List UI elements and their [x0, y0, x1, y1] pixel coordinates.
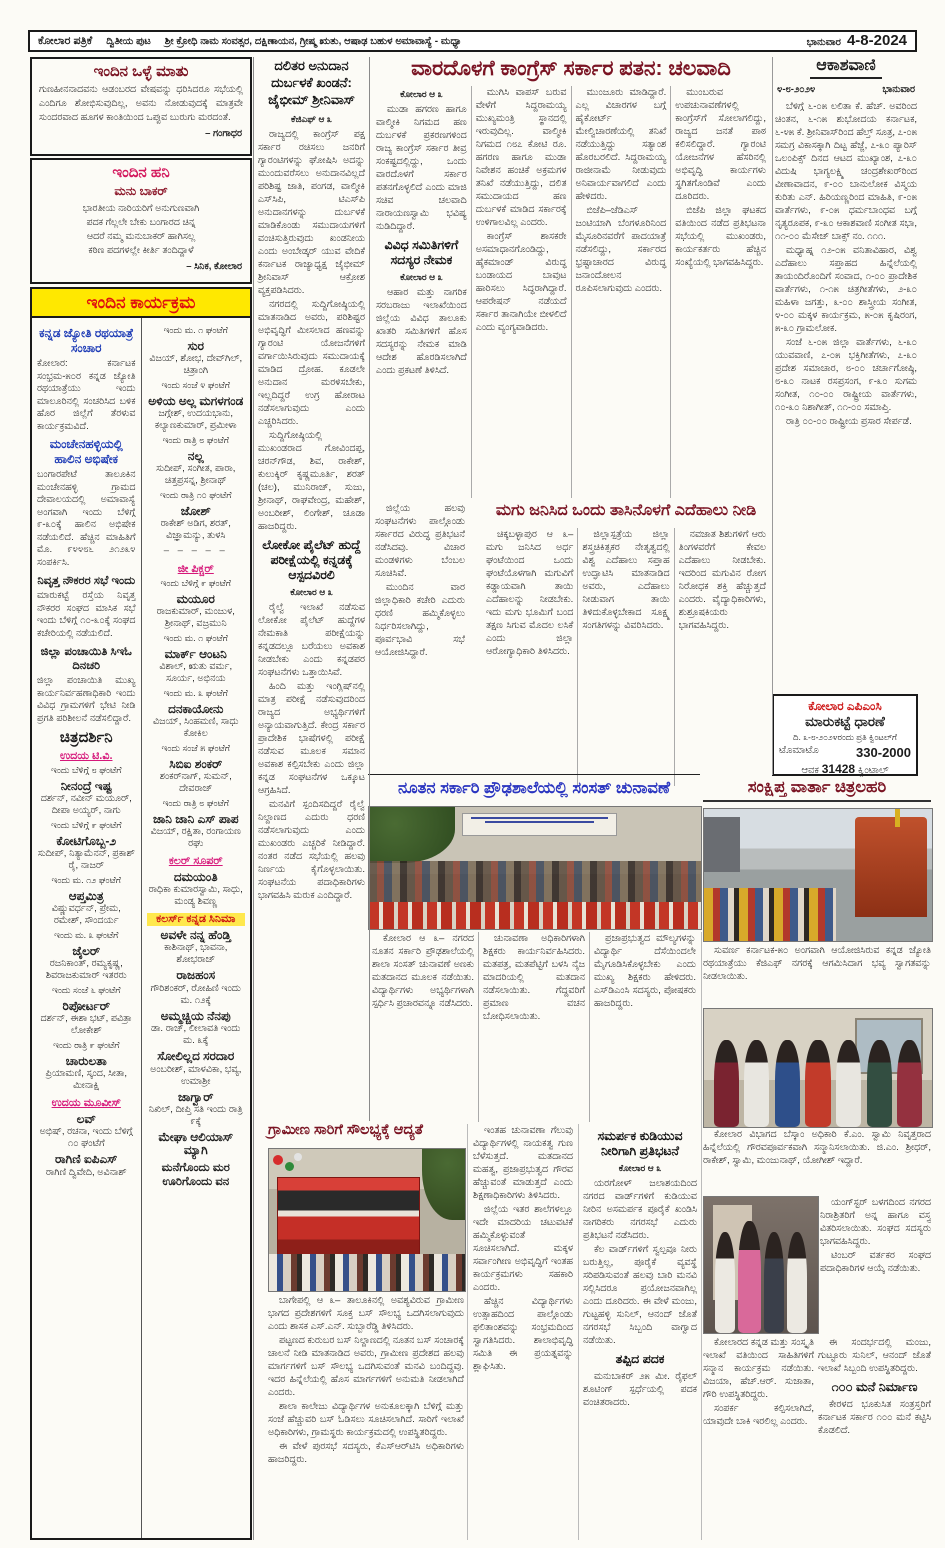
apmc-price-row: [779, 745, 911, 760]
school-col-1: [368, 932, 478, 1122]
photo-people-row: [269, 1254, 465, 1291]
text-item-title: ಮಾರ್ಕ್ ಆಂಟನಿ: [164, 646, 227, 661]
date-label: 4-8-2024: [846, 32, 907, 49]
water-protest-article: [580, 1124, 700, 1540]
akashavani-dateline: [775, 84, 917, 95]
text-item-p: ಸಂಜೆ ೬-೦೫ ಜಿಲ್ಲಾ ವಾರ್ತೆಗಳು, ೬-೩೦ ಯುವವಾಣಿ, ೭-೦೫ ಭಕ್ತಿಗೀತೆಗಳು, ೭-೩೦ ಪ್ರದೇಶ ಸಮಾಚಾರ, ೮-೦೦ ಚರ್ಚಾಗೋಷ್ಠಿ, ೮-೩೦ ನಾಟಕ ರಸಪ್ರಸಂಗ, ೯-೩೦ ಸುಗಮ ಸಂಗೀತ, ೧೦-೦೦ ರಾಷ್ಟ್ರೀಯ ವಾರ್ತೆಗಳು, ೧೦-೩೦ ನಿಶಾಗೀತ್, ೧೧-೦೦ ಸಮಾಪ್ತಿ.: [775, 337, 917, 413]
hani-subtitle: ಮನು ಬಾಕರ್: [114, 184, 168, 198]
hani-line: ಭಾರತೀಯ ನಾರಿಯರಿಗೆ ಅನುಗುಣವಾಗಿ: [82, 203, 200, 214]
photo-figure: [744, 1040, 769, 1127]
photo-building: [704, 817, 740, 872]
text-item-p: ನಗರದಲ್ಲಿ ಸುದ್ದಿಗೋಷ್ಠಿಯಲ್ಲಿ ಮಾತನಾಡಿದ ಅವರು, ಪರಿಶಿಷ್ಟರ ಅಭಿವೃದ್ಧಿಗೆ ಮೀಸಲಾದ ಹಣವನ್ನು ಗ್ಯಾರಂಟಿ ಯೋಜನೆಗಳಿಗೆ ವರ್ಗಾಯಿಸಿರುವುದು ಸಮುದಾಯಕ್ಕೆ ಮಾಡಿದ ದ್ರೋಹ. ಕೂಡಲೇ ಅನುದಾನ ಮರಳಿಸಬೇಕು, ಇಲ್ಲದಿದ್ದರೆ ಉಗ್ರ ಹೋರಾಟ ನಡೆಸಲಾಗುವುದು ಎಂದು ಎಚ್ಚರಿಸಿದರು.: [258, 299, 365, 427]
divider: [701, 932, 702, 1540]
school-headline: ನೂತನ ಸರ್ಕಾರಿ ಪ್ರೌಢಶಾಲೆಯಲ್ಲಿ ಸಂಸತ್ ಚುನಾವಣೆ: [397, 779, 671, 797]
text-item-cast: ಪ್ರಿಯಾಮಣಿ, ಸ್ಕಂದ, ಸೀತಾ, ಮೀನಾಕ್ಷಿ: [45, 1068, 127, 1091]
photo-bus-launch: [268, 1148, 466, 1292]
photo-balloon: [273, 1155, 283, 1165]
photo-figure: [787, 1232, 808, 1333]
apmc-item: ಟೊಮಾಟೊ: [779, 745, 819, 756]
text-item-cast: ಅಂಬರೀಶ್, ಮಾಳವಿಕಾ, ಭವ್ಯ, ಉಮಾಶ್ರೀ: [150, 1063, 242, 1087]
apmc-arrival-row: [779, 762, 911, 776]
text-item-date: ಕೋಲಾರ ಆ ೩: [400, 272, 443, 282]
text-item-div: – – – – –: [163, 545, 228, 556]
text-item-time: ಇಂದು ರಾತ್ರಿ ೮ ಘಂಟೆಗೆ: [162, 435, 229, 445]
text-item-sub: ವಿವಿಧ ಸಮಿತಿಗಳಿಗೆ ಸದಸ್ಯರ ನೇಮಕ: [384, 238, 459, 267]
photo-balloon: [285, 1162, 294, 1171]
programs-box: [30, 287, 252, 1540]
text-item-body: ಮಾರುಕಟ್ಟೆ ರಸ್ತೆಯ ನಿವೃತ್ತ ನೌಕರರ ಸಂಘದ ಮಾಸಿಕ ಸಭೆ ಇಂದು ಬೆಳಿಗ್ಗೆ ೧೦-೩೦ಕ್ಕೆ ಸಂಘದ ಕಚೇರಿಯಲ್ಲಿ ನಡೆಯಲಿದೆ.: [37, 590, 136, 639]
text-item-p: ಸುದ್ದಿಗೋಷ್ಠಿಯಲ್ಲಿ ಮುಖಂಡರಾದ ಗೋವಿಂದಪ್ಪ, ಚರನ್‌ಗೌಡ, ಶಿವ, ರಾಕೇಶ್, ಕುಲುಕ್ಕಿರ್ ಕೃಷ್ಣಮೂರ್ತಿ, ಶರತ್ (ಚಲ), ಮುನಿರಾಜ್, ಸುಜು, ಶ್ರೀನಾಥ್, ರಾಘವೇಂದ್ರ, ಮಹೇಶ್, ಅಂಬರೀಶ್, ಲಿಂಗೇಶ್, ಚೂಡಾ ಹಾಜರಿದ್ದರು.: [258, 430, 365, 532]
text-item-p: ಈ ವೇಳೆ ಪುರಸಭೆ ಸದಸ್ಯರು, ಕೆಎಸ್‌ಆರ್‌ಟಿಸಿ ಅಧಿಕಾರಿಗಳು ಹಾಜರಿದ್ದರು.: [268, 1441, 464, 1465]
photo-crowd: [704, 888, 836, 941]
text-item-p: ಬಿಜೆಪಿ ಜಿಲ್ಲಾ ಘಟಕದ ವತಿಯಿಂದ ನಡೆದ ಪ್ರತಿಭಟನಾ ಸಭೆಯಲ್ಲಿ ಮುಖಂಡರು, ಕಾರ್ಯಕರ್ತರು ಹೆಚ್ಚಿನ ಸಂಖ್ಯೆಯಲ್ಲಿ ಭಾಗವಹಿಸಿದ್ದರು.: [675, 205, 766, 268]
photo-figure: [897, 1040, 922, 1127]
text-item-title: ನೀನಂದ್ರೆ ಇಷ್ಟ: [60, 778, 112, 793]
article-dalit-funds: [256, 57, 367, 1123]
hani-box: [30, 158, 252, 284]
photo-red-bags-row: [369, 902, 701, 929]
photo-figure: [715, 1232, 736, 1333]
paper-name: ಕೋಲಾರ ಪತ್ರಿಕೆ: [38, 34, 93, 47]
text-item-time: ಇಂದು ಸಂಜೆ ೪ ಘಂಟೆಗೆ: [161, 380, 230, 390]
good-word-title: ಇಂದಿನ ಒಳ್ಳೆ ಮಾತು: [93, 63, 189, 80]
breastfeed-col-3: [674, 528, 770, 786]
divider: [467, 1124, 468, 1540]
text-item-p: ರಾಜ್ಯದಲ್ಲಿ ಕಾಂಗ್ರೆಸ್ ಪಕ್ಷ ಸರ್ಕಾರ ರಚಿಸಲು ಜನರಿಗೆ ಗ್ಯಾರಂಟಿಗಳನ್ನು ಘೋಷಿಸಿ ಅದನ್ನು ಮುಂದುವರೆಸಲು ಅನುದಾನವಿಲ್ಲದೆ ಪರಿಶಿಷ್ಟ ಜಾತಿ, ಪಂಗಡ, ವಾಲ್ಮೀಕಿ ಎಸ್‌ಸಿಪಿ, ಟಿಎಸ್‌ಪಿ ಅನುದಾನಗಳನ್ನು ದುರ್ಬಳಕೆ ಮಾಡಿಕೊಂಡು ಸಮುದಾಯಗಳಿಗೆ ವಂಚಿಸುತ್ತಿರುವುದು ಖಂಡನೀಯ ಎಂದು ಅಂಬೇಡ್ಕರ್ ಯುವ ವೇದಿಕೆ ಕರ್ನಾಟಕ ರಾಜ್ಯಾಧ್ಯಕ್ಷ ಜೈಭೀಮ್ ಶ್ರೀನಿವಾಸ್ ಆಕ್ರೋಶ ವ್ಯಕ್ತಪಡಿಸಿದರು.: [258, 129, 365, 296]
text-item-sub: ೧೦೦ ಮನೆ ನಿರ್ಮಾಣ: [831, 1380, 918, 1394]
text-item-cast: ಸುದೀಪ್, ನಿತ್ಯಾಮೆನನ್, ಪ್ರಕಾಶ್ ರೈ, ನಾಜರ್: [37, 848, 135, 871]
photo-chariot: [855, 817, 928, 917]
text-item-p: ಬೆಳಿಗ್ಗೆ ೬-೦೫ ಲಲಿತಾ ಕೆ. ಹೆಚ್. ಅವರಿಂದ ಚಿಂತನ, ೬-೧೫ ಶುಭೋದಯ ಕರ್ನಾಟಕ, ೬-೪೫ ಕೆ. ಶ್ರೀನಿವಾಸ್‌ರಿಂದ ಹೆಲ್ತ್ ಸೂತ್ರ, ೭-೦೫ ಸಮಗ್ರ ವಿಕಾಸಕ್ಕಾಗಿ ದಿಟ್ಟ ಹೆಜ್ಜೆ, ೭-೩೦ ಪ್ಯಾರಿಸ್ ಒಲಂಪಿಕ್ಸ್ ದಿನದ ಆಟದ ಮುಖ್ಯಾಂಶ, ೭-೩೦ ವಿದುಷಿ ಭಾಗ್ಯಲಕ್ಷ್ಮಿ ಚಂದ್ರಶೇಖರ್‌ರಿಂದ ವೀಣಾವಾದನ, ೯-೦೦ ಬಾನುಲೋಕ ವಿಸ್ಮಯ ಕುರಿತು ಎನ್. ಹಿರಿಯಣ್ಣರಿಂದ ಮಾಹಿತಿ, ೯-೦೫ ವಾರ್ತೆಗಳು, ೯-೦೫ ಧರ್ಮಬಾಂಧವ ಬಗ್ಗೆ ನೃತ್ಯರೂಪಕ, ೯-೩೦ ಆಕಾಶವಾಣಿ ಸಂಗೀತ ಸಭಾ, ೧೧-೦೦ ಮೆಸೇಜ್ ಬಾಕ್ಸ್ ನಂ. ೧೧೧.: [775, 101, 917, 242]
text-item-title: ರಾಜಹಂಸ: [176, 968, 216, 982]
text-item-cast: ವಿಜಯ್, ಶೋಭ, ದೇವ್‌ಗಿಲ್, ಚಿತ್ರಾಂಗಿ: [149, 353, 243, 376]
caption-text: ಸುವರ್ಣ ಕರ್ನಾಟಕ-೫೦ ಅಂಗವಾಗಿ ಆಯೋಜಿಸಿರುವ ಕನ್ನಡ ಜ್ಯೋತಿ ರಥಯಾತ್ರೆಯು ಕೆಜಿಎಫ್ ನಗರಕ್ಕೆ ಆಗಮಿಸಿದಾಗ ಭವ್ಯ ಸ್ವಾಗತವನ್ನು ನೀಡಲಾಯಿತು.: [703, 945, 931, 982]
text-item-cast: ರಾಗಿಣಿ ದ್ವಿವೇದಿ, ಅವಿನಾಶ್: [45, 1166, 127, 1178]
text-item-p: ಆಹಾರ ಮತ್ತು ನಾಗರಿಕ ಸರಬರಾಜು ಇಲಾಖೆಯಿಂದ ಜಿಲ್ಲೆಯ ವಿವಿಧ ತಾಲೂಕು ಖಾತರಿ ಸಮಿತಿಗಳಿಗೆ ಹೊಸ ಸದಸ್ಯರನ್ನು ನೇಮಕ ಮಾಡಿ ಆದೇಶ ಹೊರಡಿಸಲಾಗಿದೆ ಎಂದು ಪ್ರಕಟಣೆ ತಿಳಿಸಿದೆ.: [376, 287, 467, 376]
photo-balloon: [294, 1153, 302, 1161]
text-item-date: ಕೋಲಾರ ಆ ೩: [400, 89, 443, 99]
text-item-title: ಅಳಿಯ ಅಲ್ಲ ಮಗಳಗಂಡ: [148, 393, 244, 408]
bus-article-body: [268, 1294, 464, 1540]
text-item-cast: ರಾಕೇಶ್ ಅಡಿಗ, ಶರತ್, ವಿಜ್ಞಾಮನ್ಯು, ತುಳಸಿ: [160, 518, 231, 541]
photo-figure: [805, 1040, 830, 1127]
photo-banner-text-line: [485, 821, 594, 823]
text-item-h2b: ಮಂಚೇನಹಳ್ಳಿಯಲ್ಲಿ ಹಾಲಿನ ಅಭಿಷೇಕ: [49, 437, 123, 466]
text-item-cast: ವಿಜಯ್, ಸಿಂಹಮಣಿ, ಸಾಧು ಕೋಕಿಲ: [153, 716, 239, 739]
school-article-continuation: [470, 1124, 576, 1540]
text-item-cast: ಕಾಶಿನಾಥ್, ಭಾವನಾ, ಶೋಭರಾಜ್: [164, 942, 228, 965]
text-item-cast: ನಿಖಿಲ್, ದೀಪ್ತಿ ಸತಿ ಇಂದು ರಾತ್ರಿ ೯ಕ್ಕೆ: [148, 1104, 243, 1127]
text-item-p: ಮುಂಜೂರು ಮಾಡಿದ್ದಾರೆ. ಎಲ್ಲ ವಿಚಾರಗಳ ಬಗ್ಗೆ ಹೈಕೋರ್ಟ್ ಮೇಲ್ವಿಚಾರಣೆಯಲ್ಲಿ ತನಿಖೆ ನಡೆಯುತ್ತಿದ್ದು ಸತ್ಯಾಂಶ ಹೊರಬರಲಿದೆ. ಸಿದ್ದರಾಮಯ್ಯ ರಾಜೀನಾಮೆ ನೀಡುವುದು ಅನಿವಾರ್ಯವಾಗಲಿದೆ ಎಂದು ಹೇಳಿದರು.: [575, 87, 667, 202]
text-item-time: ಇಂದು ರಾತ್ರಿ ೧೦ ಘಂಟೆಗೆ: [160, 490, 232, 500]
text-item-cast: ಸುದೀಪ್, ಸಂಗೀತ, ಪಾರಾ, ಚಿತ್ತಪ್ರಸನ್ನ, ಶ್ರೀನಾಥ್: [156, 463, 236, 486]
photo-felicitation-group: [703, 1008, 933, 1128]
text-item-p: ಹಿಂದಿ ಮತ್ತು ಇಂಗ್ಲಿಷ್‌ನಲ್ಲಿ ಮಾತ್ರ ಪರೀಕ್ಷೆ ನಡೆಸುವುದರಿಂದ ರಾಜ್ಯದ ಅಭ್ಯರ್ಥಿಗಳಿಗೆ ಅನ್ಯಾಯವಾಗುತ್ತಿದೆ. ಕೇಂದ್ರ ಸರ್ಕಾರ ಪ್ರಾದೇಶಿಕ ಭಾಷೆಗಳಲ್ಲಿ ಪರೀಕ್ಷೆ ನಡೆಸುವ ಮೂಲಕ ಸಮಾನ ಅವಕಾಶ ಕಲ್ಪಿಸಬೇಕು ಎಂದು ಜಿಲ್ಲಾ ಕನ್ನಡ ಸಂಘಟನೆಗಳ ಒಕ್ಕೂಟ ಆಗ್ರಹಿಸಿದೆ.: [258, 681, 365, 796]
photo-bus: [277, 1177, 420, 1256]
hani-line: ಪದಕ ಗೆಲ್ಲಲೇ ಬೇಕು ಬಂಗಾರದ ಚಿನ್ನ: [86, 217, 196, 228]
text-item-cast: ಅಭಿಷ್, ರಚನಾ, ಇಂದು ಬೆಳಿಗ್ಗೆ ೧೦ ಘಂಟೆಗೆ: [39, 1126, 133, 1149]
text-item-p: ಈ ಸಂದರ್ಭದಲ್ಲಿ ಮಂಜು, ಗುಟ್ಟೂರು ಸುನಿಲ್, ಆನಂದ್ ಜೊತೆ ಇಲಾಖೆ ಸಿಬ್ಬಂದಿ ಉಪಸ್ಥಿತರಿದ್ದರು.: [818, 1337, 931, 1374]
breastfeed-col-2: [577, 528, 673, 786]
text-item-body: ಕೋಲಾರ: ಕರ್ನಾಟಕ ಸಂಭ್ರಮ-೫೦ರ ಕನ್ನಡ ಜ್ಯೋತಿ ರಥಯಾತ್ರೆಯು ಇಂದು ಮಾಲೂರಿನಲ್ಲಿ ಸಂಚರಿಸಿದ ಬಳಿಕ ಹೊರ ಜಿಲ್ಲೆಗೆ ತೆರಳುವ ಕಾರ್ಯಕ್ರಮವಿದೆ.: [37, 358, 136, 432]
good-word-author: – ಗಂಗಾಧರ: [205, 128, 242, 139]
hani-title: ಇಂದಿನ ಹನಿ: [112, 164, 170, 181]
apmc-arrival-label: ಆವಕ: [801, 765, 819, 776]
text-item-sub: ಸಮರ್ಪಕ ಕುಡಿಯುವ ನೀರಿಗಾಗಿ ಪ್ರತಿಭಟನೆ: [597, 1129, 683, 1158]
hani-line: ಕಠಿಣ ಪದಗಳಲ್ಲೇ ಕೀರ್ತಿ ತಂದಿದ್ದಾಳೆ: [88, 245, 194, 256]
text-item-hl: ದಲಿತರ ಅನುದಾನ ದುರ್ಬಳಕೆ ಖಂಡನೆ: ಜೈಭೀಮ್ ಶ್ರೀನಿವಾಸ್: [268, 58, 355, 107]
text-item-p: ಬಾಗೇಪಲ್ಲಿ ಆ ೩– ತಾಲೂಕಿನಲ್ಲಿ ಅವಶ್ಯವಿರುವ ಗ್ರಾಮೀಣ ಭಾಗದ ಪ್ರದೇಶಗಳಿಗೆ ಸೂಕ್ತ ಬಸ್ ಸೌಲಭ್ಯ ಒದಗಿಸಲಾಗುವುದು ಎಂದು ಶಾಸಕ ಎಸ್.ಎನ್. ಸುಬ್ಬಾರೆಡ್ಡಿ ತಿಳಿಸಿದರು.: [268, 1295, 464, 1332]
text-item-p: ರಾತ್ರಿ ೦೦-೦೦ ರಾಷ್ಟ್ರೀಯ ಪ್ರಸಾರ ಸೇರ್ಪಡೆ.: [786, 416, 912, 427]
bus-headline: ಗ್ರಾಮೀಣ ಸಾರಿಗೆ ಸೌಲಭ್ಯಕ್ಕೆ ಆದ್ಯತೆ: [268, 1122, 423, 1138]
text-item-title: ರಾಗಿಣಿ ಐಪಿಎಸ್: [55, 1152, 118, 1166]
breastfeed-columns: [482, 528, 770, 786]
masthead-left: [38, 35, 462, 48]
text-item-cast: ದರ್ಶನ್, ಈಶಾ ಭಟ್, ಪವಿತ್ರಾ ಲೋಕೇಶ್: [40, 1013, 132, 1036]
programs-right-column: [141, 318, 251, 1538]
akashavani-date: ೪-೮-೨೦೨೪: [777, 84, 816, 95]
text-item-title: ಮಯೂರ: [176, 591, 215, 606]
akashavani-title: [775, 57, 917, 79]
caption-text: ಕೋಲಾರ ವಿಭಾಗದ ಬೆಸ್ಕಾಂ ಅಧಿಕಾರಿ ಕೆ.ಎಂ. ಸ್ವಾಮಿ ನಿವೃತ್ತರಾದ ಹಿನ್ನೆಲೆಯಲ್ಲಿ ಗೌರವಪೂರ್ವಕವಾಗಿ ಸನ್ಮಾನಿಸಲಾಯಿತು. ಜಿ.ಎಂ. ಶ್ರೀಧರ್, ರಾಕೇಶ್, ಸ್ವಾಮಿ, ಮಂಜುನಾಥ್, ಯೋಗೀಶ್ ಇದ್ದಾರೆ.: [703, 1129, 931, 1166]
rathayatre-caption: [703, 944, 931, 1006]
text-item-h2: ಜಿಲ್ಲಾ ಪಂಚಾಯಿತಿ ಸಿಇಓ ದಿನಚರಿ: [40, 646, 132, 672]
text-item-title: ಕೋಟಿಗೊಬ್ಬ-೨: [56, 833, 117, 848]
text-item-sub: ತಪ್ಪಿದ ಪದಕ: [615, 1352, 665, 1366]
text-item-cast: ದರ್ಶನ್, ನವೀನ್ ಮಯೂರ್, ದೀಪಾ ಅಯ್ಯರ್, ನಾಗು: [40, 793, 132, 816]
text-item-h2b: ಕನ್ನಡ ಜ್ಯೋತಿ ರಥಯಾತ್ರೆ ಸಂಚಾರ: [39, 326, 134, 355]
main-headline: ವಾರದೊಳಗೆ ಕಾಂಗ್ರೆಸ್ ಸರ್ಕಾರ ಪತನ: ಚಲವಾದಿ: [411, 57, 731, 80]
text-item-time: ಇಂದು ಮ. ೧೨ ಘಂಟೆಗೆ: [51, 875, 121, 885]
text-item-sub: ಲೋಕೋ ಪೈಲೆಟ್ ಹುದ್ದೆ ಪರೀಕ್ಷೆಯಲ್ಲಿ ಕನ್ನಡಕ್ಕೆ ಆಸ್ಪದವಿರಲಿ: [262, 538, 361, 582]
photo-rathayatre-street: [703, 808, 933, 942]
main-col-3: [571, 86, 671, 498]
text-item-ch: ಕಲರ್ ಸೂಪರ್: [168, 855, 223, 867]
text-item-title: ಸುರ: [187, 338, 205, 353]
page-label: ದ್ವಿತೀಯ ಪುಟ: [106, 35, 151, 47]
photo-figure: [714, 1040, 739, 1127]
programs-left-column: [32, 318, 141, 1538]
text-item-p: ಕೋಲಾರ ಆ ೩– ನಗರದ ನೂತನ ಸರ್ಕಾರಿ ಪ್ರೌಢಶಾಲೆಯಲ್ಲಿ ಶಾಲಾ ಸಂಸತ್ ಚುನಾವಣೆ ಅಣಕು ಮತದಾನದ ಮೂಲಕ ನಡೆಯಿತು. ವಿದ್ಯಾರ್ಥಿಗಳು ಅಭ್ಯರ್ಥಿಗಳಾಗಿ ಸ್ಪರ್ಧಿಸಿ ಪ್ರಚಾರವನ್ನೂ ನಡೆಸಿದರು.: [372, 933, 474, 1009]
divider: [253, 57, 254, 1540]
text-item-title: ಆಪ್ತಮಿತ್ರ: [68, 888, 104, 903]
school-columns: [368, 932, 700, 1122]
text-item-time: ಇಂದು ಬೆಳಿಗ್ಗೆ ೯ ಘಂಟೆಗೆ: [51, 820, 122, 830]
photo-figures: [704, 1009, 932, 1127]
sankshipta-bottom-left: [703, 1336, 814, 1540]
text-item-h2: ಮನೆಗೊಂದು ಮರ ಊರಿಗೊಂದು ವನ: [161, 1162, 230, 1188]
text-item-time: ಇಂದು ರಾತ್ರಿ ೯ ಘಂಟೆಗೆ: [53, 1040, 120, 1050]
main-col-4: [670, 86, 770, 498]
divider: [368, 774, 700, 775]
text-item-title: ಜಾಗ್ವಾರ್: [178, 1089, 214, 1104]
divider: [772, 57, 773, 775]
photo-indoor-event: [703, 1196, 819, 1334]
text-item-cast: ವಿಜಯ್, ರಕ್ಷಿತಾ, ರಂಗಾಯಣ ರಘು: [150, 826, 241, 849]
text-item-p: ಬಿಜೆಪಿ–ಜೆಡಿಎಸ್ ಜಂಟಿಯಾಗಿ ಬೆಂಗಳೂರಿನಿಂದ ಮೈಸೂರಿನವರೆಗೆ ಪಾದಯಾತ್ರೆ ನಡೆಸಲಿದ್ದು, ಸರ್ಕಾರದ ಭ್ರಷ್ಟಾಚಾರದ ವಿರುದ್ಧ ಜನಾಂದೋಲನ ರೂಪಿಸಲಾಗುವುದು ಎಂದರು.: [575, 205, 667, 294]
divider: [578, 1124, 579, 1540]
photo-flag: [895, 809, 900, 827]
sankshipta-headline: ಸಂಕ್ಷಿಪ್ತ ವಾರ್ತಾ ಚಿತ್ರಲಹರಿ: [703, 778, 931, 802]
hani-line: ಆದರೆ ನಮ್ಮ ಮನುಬಾಕರ್ ಹಾಗಿಸಲ್ಲ: [86, 231, 196, 242]
text-item-title: ಜೋಶ್: [180, 503, 211, 518]
photo-banner-text-line: [471, 817, 608, 819]
text-item-title: ಚಾರುಲತಾ: [65, 1053, 107, 1068]
programs-title: ಇಂದಿನ ಕಾರ್ಯಕ್ರಮ: [32, 289, 250, 318]
photo-figure: [738, 1221, 761, 1333]
good-word-box: [30, 57, 252, 156]
text-item-p: ನವಜಾತ ಶಿಶುಗಳಿಗೆ ಆರು ತಿಂಗಳವರೆಗೆ ಕೇವಲ ಎದೆಹಾಲು ನೀಡಬೇಕು. ಇದರಿಂದ ಮಗುವಿನ ರೋಗ ನಿರೋಧಕ ಶಕ್ತಿ ಹೆಚ್ಚುತ್ತದೆ ಎಂದರು. ವೈದ್ಯಾಧಿಕಾರಿಗಳು, ಶುಶ್ರೂಷಕಿಯರು ಭಾಗವಹಿಸಿದ್ದರು.: [678, 529, 766, 631]
text-item-title: ಮೇಘಾ ಆಲಿಯಾಸ್ ಮ್ಯಾಗಿ: [158, 1130, 234, 1157]
school-col-2: [478, 932, 589, 1122]
hani-author: – ಸಿನಿಕ, ಕೋಲಾರ: [186, 261, 242, 272]
text-item-p: ಕೆಲ ವಾರ್ಡ್‌ಗಳಿಗೆ ಸ್ವಲ್ಪವೂ ನೀರು ಬರುತ್ತಿಲ್ಲ, ಪೂರೈಕೆ ವ್ಯವಸ್ಥೆ ಸರಿಪಡಿಸುವಂತೆ ಹಲವು ಬಾರಿ ಮನವಿ ಸಲ್ಲಿಸಿದರೂ ಪ್ರಯೋಜನವಾಗಿಲ್ಲ ಎಂದು ದೂರಿದರು. ಈ ವೇಳೆ ಮಂಜು, ಗುಟ್ಟಹಳ್ಳಿ ಸುನಿಲ್, ಆನಂದ್ ಜೊತೆ ನಗರಸಭೆ ಸಿಬ್ಬಂದಿ ವಾಗ್ವಾದ ನಡೆಯಿತು.: [583, 1244, 697, 1346]
text-item-cast: ವಿಷ್ಣುವರ್ಧನ್, ಪ್ರೇಮ, ರಮೇಶ್, ಸೌಂದರ್ಯ: [51, 903, 121, 926]
text-item-ch: ಜೀ ಪಿಕ್ಚರ್: [177, 562, 214, 575]
masthead: [28, 30, 917, 52]
text-item-title: ನಲ್ಲ: [187, 448, 204, 463]
text-item-p: ಮುಂದಿನ ವಾರ ಜಿಲ್ಲಾಧಿಕಾರಿ ಕಚೇರಿ ಎದುರು ಧರಣಿ ಹಮ್ಮಿಕೊಳ್ಳಲು ನಿರ್ಧರಿಸಲಾಗಿದ್ದು, ಪೂರ್ವಭಾವಿ ಸಭೆ ಆಯೋಜಿಸಿದ್ದಾರೆ.: [375, 582, 465, 658]
apmc-rate-box: [772, 694, 918, 776]
programs-columns: [32, 318, 250, 1538]
apmc-subtitle: ಮಾರುಕಟ್ಟೆ ಧಾರಣೆ: [805, 714, 885, 729]
breastfeed-headline: ಮಗು ಜನಿಸಿದ ಒಂದು ತಾಸಿನೊಳಗೆ ಎದೆಹಾಲು ನೀಡಿ: [495, 502, 757, 519]
akashavani-day: ಭಾನುವಾರ: [882, 84, 915, 95]
text-item-p: ಚುನಾವಣಾ ಅಧಿಕಾರಿಗಳಾಗಿ ಶಿಕ್ಷಕರು ಕಾರ್ಯನಿರ್ವಹಿಸಿದರು. ಮತಪತ್ರ, ಮತಪೆಟ್ಟಿಗೆ ಬಳಸಿ ನೈಜ ಮಾದರಿಯಲ್ಲಿ ಮತದಾನ ನಡೆಸಲಾಯಿತು. ಗೆದ್ದವರಿಗೆ ಪ್ರಮಾಣ ವಚನ ಬೋಧಿಸಲಾಯಿತು.: [483, 933, 585, 1022]
photo-banner: [462, 813, 617, 836]
text-item-title: ದನಕಾಯೋನು: [168, 701, 224, 716]
text-item-time: ಇಂದು ಬೆಳಿಗ್ಗೆ ೮ ಘಂಟೆಗೆ: [51, 765, 122, 775]
text-item-p: ಮುಂಬರುವ ಉಪಚುನಾವಣೆಗಳಲ್ಲಿ ಕಾಂಗ್ರೆಸ್‌ಗೆ ಸೋಲಾಗಲಿದ್ದು, ರಾಜ್ಯದ ಜನತೆ ಪಾಠ ಕಲಿಸಲಿದ್ದಾರೆ. ಗ್ಯಾರಂಟಿ ಯೋಜನೆಗಳ ಹೆಸರಿನಲ್ಲಿ ಅಭಿವೃದ್ಧಿ ಕಾರ್ಯಗಳು ಸ್ಥಗಿತಗೊಂಡಿವೆ ಎಂದು ದೂರಿದರು.: [675, 87, 766, 202]
text-item-date: ಕೋಲಾರ ಆ ೩: [290, 587, 333, 597]
text-item-time: ಇಂದು ಸಂಜೆ ೬ ಘಂಟೆಗೆ: [52, 985, 121, 995]
text-item-date: ಕೆಜಿಎಫ್ ಆ ೩: [291, 114, 332, 124]
text-item-p: ಕಾಂಗ್ರೆಸ್ ಶಾಸಕರೇ ಅಸಮಾಧಾನಗೊಂಡಿದ್ದು, ಹೈಕಮಾಂಡ್ ವಿರುದ್ಧ ಬಂಡಾಯದ ಬಾವುಟ ಹಾರಿಸಲು ಸಿದ್ಧರಾಗಿದ್ದಾರೆ. ಆಪರೇಷನ್ ನಡೆಯದೆ ಸರ್ಕಾರ ತಾನಾಗಿಯೇ ಬೀಳಲಿದೆ ಎಂದು ವ್ಯಂಗ್ಯವಾಡಿದರು.: [475, 231, 567, 333]
text-item-cast: ಡಾ. ರಾಜ್, ಲೀಲಾವತಿ ಇಂದು ಮ. ೩ಕ್ಕೆ: [151, 1023, 241, 1046]
good-word-body: ಗುಣಹೀನನಾದವನು ಆಡಂಬರದ ವೇಷವನ್ನು ಧರಿಸಿದರೂ ಸಭೆಯಲ್ಲಿ ಎಂದಿಗೂ ಶೋಭಿಸುವುದಿಲ್ಲ, ಅವನು ನೋಡುವುದಕ್ಕೆ ಮಾತ್ರವೇ ಸುಂದರವಾದ ಹೂಗಳ ಕಾಂತಿಯಿಂದ ಒಪ್ಪುವ ಬುರುಗು ಮರದಂತೆ.: [39, 84, 243, 123]
text-item-p: ಮುಡಾ ಹಗರಣ ಹಾಗೂ ವಾಲ್ಮೀಕಿ ನಿಗಮದ ಹಣ ದುರ್ಬಳಕೆ ಪ್ರಕರಣಗಳಿಂದ ರಾಜ್ಯ ಕಾಂಗ್ರೆಸ್ ಸರ್ಕಾರ ತೀವ್ರ ಸಂಕಷ್ಟದಲ್ಲಿದ್ದು, ಒಂದು ವಾರದೊಳಗೆ ಸರ್ಕಾರ ಪತನಗೊಳ್ಳಲಿದೆ ಎಂದು ಮಾಜಿ ಸಚಿವ ಚಲವಾದಿ ನಾರಾಯಣಸ್ವಾಮಿ ಭವಿಷ್ಯ ನುಡಿದಿದ್ದಾರೆ.: [376, 104, 467, 232]
text-item-p: ಟಿಂಬರ್ ವರ್ತಕರ ಸಂಘದ ಪದಾಧಿಕಾರಿಗಳ ಆಯ್ಕೆ ನಡೆಯಿತು.: [820, 1250, 931, 1274]
text-item-p: ಶಾಲಾ ಕಾಲೇಜು ವಿದ್ಯಾರ್ಥಿಗಳ ಅನುಕೂಲಕ್ಕಾಗಿ ಬೆಳಿಗ್ಗೆ ಮತ್ತು ಸಂಜೆ ಹೆಚ್ಚುವರಿ ಬಸ್ ಓಡಿಸಲು ಸೂಚಿಸಲಾಗಿದೆ. ಸಾರಿಗೆ ಇಲಾಖೆ ಅಧಿಕಾರಿಗಳು, ಗ್ರಾಮಸ್ಥರು ಕಾರ್ಯಕ್ರಮದಲ್ಲಿ ಉಪಸ್ಥಿತರಿದ್ದರು.: [268, 1401, 464, 1438]
text-item-p: ಪ್ರಜಾಪ್ರಭುತ್ವದ ಮೌಲ್ಯಗಳನ್ನು ವಿದ್ಯಾರ್ಥಿ ದೆಸೆಯಿಂದಲೇ ಮೈಗೂಡಿಸಿಕೊಳ್ಳಬೇಕು ಎಂದು ಮುಖ್ಯ ಶಿಕ್ಷಕರು ಹೇಳಿದರು. ಎಸ್‌ಡಿಎಂಸಿ ಸದಸ್ಯರು, ಪೋಷಕರು ಹಾಜರಿದ್ದರು.: [594, 933, 696, 1009]
text-item-big: ಚಿತ್ರದರ್ಶಿನಿ: [59, 729, 113, 746]
text-item-body: ಬಂಗಾರಪೇಟೆ ತಾಲೂಕಿನ ಮಂಚೇನಹಳ್ಳಿ ಗ್ರಾಮದ ದೇವಾಲಯದಲ್ಲಿ ಅಮಾವಾಸ್ಯೆ ಅಂಗವಾಗಿ ಇಂದು ಬೆಳಿಗ್ಗೆ ೯-೩೦ಕ್ಕೆ ಹಾಲಿನ ಅಭಿಷೇಕ ನಡೆಯಲಿದೆ. ಹೆಚ್ಚಿನ ಮಾಹಿತಿಗೆ ಮೊ. ೯೪೪೮೬ ೨೧೨೩೪ ಸಂಪರ್ಕಿಸಿ.: [37, 469, 136, 568]
text-item-title: ಅಮ್ಮಚ್ಚಿಯ ನೆನಪು: [160, 1008, 231, 1023]
text-item-time: ಇಂದು ಮ. ೧ ಘಂಟೆಗೆ: [163, 633, 228, 643]
text-item-p: ಸಂಪರ್ಕ ಕಲ್ಪಿಸಲಾಗಿದೆ, ಯಾವುದೇ ಬಾಕಿ ಇರಲಿಲ್ಲ ಎಂದರು.: [703, 1403, 814, 1427]
apmc-price: 330-2000: [856, 745, 911, 760]
text-item-p: ಯರಗೋಳ್ ಜಲಾಶಯದಿಂದ ನಗರದ ವಾರ್ಡ್‌ಗಳಿಗೆ ಕುಡಿಯುವ ನೀರಿನ ಅಸಮರ್ಪಕ ಪೂರೈಕೆ ಖಂಡಿಸಿ ನಾಗರಿಕರು ನಗರಸಭೆ ಎದುರು ಪ್ರತಿಭಟನೆ ನಡೆಸಿದರು.: [583, 1178, 697, 1241]
text-item-p: ಇಂತಹ ಚುನಾವಣಾ ಗೆಲುವು ವಿದ್ಯಾರ್ಥಿಗಳಲ್ಲಿ ನಾಯಕತ್ವ ಗುಣ ಬೆಳೆಸುತ್ತದೆ. ಮತದಾನದ ಮಹತ್ವ, ಪ್ರಜಾಪ್ರಭುತ್ವದ ಗೌರವ ಹೆಚ್ಚುವಂತೆ ಮಾಡುತ್ತದೆ ಎಂದು ಶಿಕ್ಷಣಾಧಿಕಾರಿಗಳು ತಿಳಿಸಿದರು.: [473, 1125, 573, 1201]
text-item-time: ಇಂದು ಮ. ೩ ಘಂಟೆಗೆ: [54, 930, 119, 940]
akashavani-schedule: [775, 100, 917, 690]
text-item-time: ಇಂದು ಸಂಜೆ ೫ ಘಂಟೆಗೆ: [161, 743, 230, 753]
text-item-p: ಮನುಬಾಕರ್ ೨೫ ಮೀ. ರೈಫಲ್ ಶೂಟಿಂಗ್ ಸ್ಪರ್ಧೆಯಲ್ಲಿ ಪದಕ ವಂಚಿತರಾದರು.: [583, 1371, 697, 1408]
school-col-3: [589, 932, 700, 1122]
text-item-cast: ರಾಜಕುಮಾರ್, ಮಂಜುಳ, ಶ್ರೀನಾಥ್, ವಜ್ರಮುನಿ: [156, 606, 235, 629]
text-item-time: ಇಂದು ಬೆಳಿಗ್ಗೆ ೯ ಘಂಟೆಗೆ: [160, 578, 231, 588]
text-item-cast: ಶಂಕರ್‌ನಾಗ್, ಸುಮನ್, ದೇವರಾಜ್: [159, 771, 232, 794]
text-item-title: ಜಾನಿ ಜಾನಿ ಎಸ್ ಪಾಪ: [152, 811, 239, 826]
text-item-chy: ಕಲರ್ಸ್ ಕನ್ನಡ ಸಿನಿಮಾ: [147, 913, 246, 926]
text-item-p: ಹೆಚ್ಚಿನ ವಿದ್ಯಾರ್ಥಿಗಳು ಉತ್ಸಾಹದಿಂದ ಪಾಲ್ಗೊಂಡು ಫಲಿತಾಂಶವನ್ನು ಸಂಭ್ರಮದಿಂದ ಸ್ವಾಗತಿಸಿದರು. ಶಾಲಾಭಿವೃದ್ಧಿ ಸಮಿತಿ ಈ ಪ್ರಯತ್ನವನ್ನು ಶ್ಲಾಘಿಸಿತು.: [473, 1296, 573, 1372]
divider: [369, 57, 370, 1121]
main-col-2: [471, 86, 571, 498]
text-item-title: ರಿಪೋರ್ಟರ್: [62, 998, 110, 1013]
main-article-continuation: [372, 502, 468, 788]
text-item-h2: ನಿವೃತ್ತ ನೌಕರರ ಸಭೆ ಇಂದು: [37, 575, 136, 587]
text-item-ch: ಉದಯ ಟಿ.ವಿ.: [59, 749, 113, 762]
text-item-date: ಕೋಲಾರ ಆ ೩: [618, 1163, 662, 1173]
main-col-1: [372, 86, 471, 498]
text-item-title: ಜೈಲರ್: [72, 943, 101, 958]
photo-foliage: [369, 807, 455, 863]
photo-figure: [764, 1232, 785, 1333]
sankshipta-side-text: [820, 1196, 931, 1332]
photo-school-group: [368, 806, 702, 930]
masthead-right: [807, 32, 907, 50]
apmc-title: ಕೋಲಾರ ಎಪಿಎಂಸಿ: [808, 699, 882, 713]
photo-figure: [867, 1040, 892, 1127]
text-item-p: ಜಿಲ್ಲೆಯ ಇತರ ಶಾಲೆಗಳಲ್ಲೂ ಇದೇ ಮಾದರಿಯ ಚಟುವಟಿಕೆ ಹಮ್ಮಿಕೊಳ್ಳುವಂತೆ ಸೂಚಿಸಲಾಗಿದೆ. ಮಕ್ಕಳ ಸರ್ವಾಂಗೀಣ ಅಭಿವೃದ್ಧಿಗೆ ಇಂತಹ ಕಾರ್ಯಕ್ರಮಗಳು ಸಹಕಾರಿ ಎಂದರು.: [473, 1204, 573, 1293]
photo-figures: [704, 1197, 818, 1333]
felicitation-caption: [703, 1128, 931, 1192]
apmc-arrival-unit: ಕ್ವಿಂಟಾಲ್: [857, 765, 889, 776]
text-item-cast: ರಜನಿಕಾಂತ್, ರಮ್ಯಕೃಷ್ಣ, ಶಿವರಾಜಕುಮಾರ್ ಇತರರು: [45, 958, 127, 981]
apmc-date-line: ದಿ. ೩-೮-೨೦೨೪ರಂದು ಪ್ರತಿ ಕ್ವಿಂಟಲ್‌ಗೆ: [793, 732, 897, 742]
breastfeed-col-1: [482, 528, 577, 786]
text-item-p: ಮುಗಿಸಿ ವಾಪಸ್ ಬರುವ ವೇಳೆಗೆ ಸಿದ್ದರಾಮಯ್ಯ ಮುಖ್ಯಮಂತ್ರಿ ಸ್ಥಾನದಲ್ಲಿ ಇರುವುದಿಲ್ಲ. ವಾಲ್ಮೀಕಿ ನಿಗಮದ ೧೮೭ ಕೋಟಿ ರೂ. ಹಗರಣ ಹಾಗೂ ಮುಡಾ ನಿವೇಶನ ಹಂಚಿಕೆ ಅಕ್ರಮಗಳ ತನಿಖೆ ನಡೆಯುತ್ತಿದ್ದು, ದಲಿತ ಸಮುದಾಯದ ಹಣ ದುರ್ಬಳಕೆ ಮಾಡಿದ ಸರ್ಕಾರಕ್ಕೆ ಉಳಿಗಾಲವಿಲ್ಲ ಎಂದರು.: [475, 87, 567, 228]
text-item-p: ಕೋಲಾರದ ಕನ್ನಡ ಮತ್ತು ಸಂಸ್ಕೃತಿ ಇಲಾಖೆ ವತಿಯಿಂದ ಸಾಹಿತಿಗಳಿಗೆ ಸನ್ಮಾನ ಕಾರ್ಯಕ್ರಮ ನಡೆಯಿತು. ವಿಜಯಾ, ಹೆಚ್.ಆರ್. ಸುಜಾತಾ, ಗೌರಿ ಉಪಸ್ಥಿತರಿದ್ದರು.: [703, 1337, 814, 1400]
text-item-cast: ಗೌರಿಶಂಕರ್, ರೋಹಿಣಿ ಇಂದು ಮ. ೧೨ಕ್ಕೆ: [150, 982, 241, 1006]
text-item-title: ಲವ್: [76, 1111, 96, 1126]
akashavani-title-text: ಆಕಾಶವಾಣಿ: [810, 57, 881, 79]
photo-tree: [422, 1149, 465, 1220]
photo-crowd: [369, 861, 701, 902]
day-label: ಭಾನುವಾರ: [806, 37, 841, 48]
text-item-time: ಇಂದು ರಾತ್ರಿ ೮ ಘಂಟೆಗೆ: [162, 798, 229, 808]
text-item-p: ಮನವಿಗೆ ಸ್ಪಂದಿಸದಿದ್ದರೆ ರೈಲ್ವೆ ನಿಲ್ದಾಣದ ಎದುರು ಧರಣಿ ನಡೆಸಲಾಗುವುದು ಎಂದು ಮುಖಂಡರು ಎಚ್ಚರಿಕೆ ನೀಡಿದ್ದಾರೆ. ನಂತರ ನಡೆದ ಸಭೆಯಲ್ಲಿ ಹಲವು ನಿರ್ಣಯ ಕೈಗೊಳ್ಳಲಾಯಿತು. ಸಂಘಟನೆಯ ಪದಾಧಿಕಾರಿಗಳು ಭಾಗವಹಿಸಿ ಮರುಕ ಎಂದಿದ್ದಾರೆ.: [258, 799, 365, 901]
main-article-columns: [372, 86, 770, 498]
text-item-title: ಅವಳೇ ನನ್ನ ಹೆಂಡ್ತಿ: [160, 927, 231, 942]
text-item-time: ಇಂದು ಮ. ೧ ಘಂಟೆಗೆ: [163, 325, 228, 335]
text-item-body: ಜಿಲ್ಲಾ ಪಂಚಾಯಿತಿ ಮುಖ್ಯ ಕಾರ್ಯನಿರ್ವಹಣಾಧಿಕಾರಿ ಇಂದು ವಿವಿಧ ಗ್ರಾಮಗಳಿಗೆ ಭೇಟಿ ನೀಡಿ ಪ್ರಗತಿ ಪರಿಶೀಲನೆ ನಡೆಸಲಿದ್ದಾರೆ.: [37, 675, 136, 724]
apmc-arrival-value: 31428: [821, 762, 856, 776]
text-item-time: ಇಂದು ಮ. ೩ ಘಂಟೆಗೆ: [163, 688, 228, 698]
text-item-ch: ಉದಯ ಮೂವೀಸ್: [51, 1097, 121, 1109]
text-item-p: ಮಧ್ಯಾಹ್ನ ೧೨-೦೫ ವನಿತಾವಿಹಾರ, ವಿಶ್ವ ಎದೆಹಾಲು ಸಪ್ತಾಹದ ಹಿನ್ನೆಲೆಯಲ್ಲಿ ತಾಯಂದಿರೊಂದಿಗೆ ಸಂವಾದ, ೧-೦೦ ಪ್ರಾದೇಶಿಕ ವಾರ್ತೆಗಳು, ೧-೧೫ ಚಿತ್ರಗೀತೆಗಳು, ೨-೩೦ ಮಹಿಳಾ ಜಗತ್ತು, ೩-೦೦ ಶಾಸ್ತ್ರೀಯ ಸಂಗೀತ, ೪-೦೦ ಮಕ್ಕಳ ಕಾರ್ಯಕ್ರಮ, ೫-೦೫ ಕೃಷಿರಂಗ, ೫-೩೦ ಗ್ರಾಮಲೋಕ.: [775, 245, 917, 334]
text-item-title: ಸೋಲಿಲ್ಲದ ಸರದಾರ: [157, 1049, 235, 1063]
panchanga-line: ಶ್ರೀ ಕ್ರೋಧಿ ನಾಮ ಸಂವತ್ಸರ, ದಕ್ಷಿಣಾಯನ, ಗ್ರೀಷ್ಮ ಋತು, ಆಷಾಢ ಬಹುಳ ಅಮಾವಾಸ್ಯೆ - ಮಧ್ಯಾ: [164, 35, 462, 47]
text-item-cast: ಜಗ್ಗೇಶ್, ಉದಯಭಾನು, ಕಲ್ಯಾಣಕುಮಾರ್, ಪ್ರಮೀಳಾ: [154, 408, 237, 431]
sankshipta-bottom-right: [818, 1336, 931, 1540]
text-item-cast: ರಾಧಿಕಾ ಕುಮಾರಸ್ವಾಮಿ, ಸಾಧು, ಮಂಡ್ಯ ಶಿವಣ್ಣ: [148, 884, 243, 907]
photo-figure: [836, 1040, 861, 1127]
text-item-p: ಜಿಲ್ಲೆಯ ಹಲವು ಸಂಘಟನೆಗಳು ಪಾಲ್ಗೊಂಡು ಸರ್ಕಾರದ ವಿರುದ್ಧ ಪ್ರತಿಭಟನೆ ನಡೆಸಿದವು. ವಿಚಾರ ಮಂಡಳಿಗಳು ಬೆಂಬಲ ಸೂಚಿಸಿವೆ.: [375, 503, 465, 579]
text-item-p: ಕೇರಳದ ಭೂಕುಸಿತ ಸಂತ್ರಸ್ತರಿಗೆ ಕರ್ನಾಟಕ ಸರ್ಕಾರ ೧೦೦ ಮನೆ ಕಟ್ಟಿಸಿ ಕೊಡಲಿದೆ.: [818, 1399, 931, 1436]
text-item-p: ಜಿಲ್ಲಾಸ್ಪತ್ರೆಯ ಜಿಲ್ಲಾ ಶಸ್ತ್ರಚಿಕಿತ್ಸಕರ ನೇತೃತ್ವದಲ್ಲಿ ವಿಶ್ವ ಎದೆಹಾಲು ಸಪ್ತಾಹ ಉದ್ಘಾಟಿಸಿ ಮಾತನಾಡಿದ ಅವರು, ಎದೆಹಾಲು ನೀಡುವಾಗ ತಾಯಿ ತಿಳಿದುಕೊಳ್ಳಬೇಕಾದ ಸೂಕ್ಷ್ಮ ಸಂಗತಿಗಳನ್ನು ವಿವರಿಸಿದರು.: [582, 529, 670, 631]
text-item-p: ಯಂಗ್‌ಸ್ಟರ್ ಬಳಗದಿಂದ ನಗರದ ನಿರಾಶ್ರಿತರಿಗೆ ಅನ್ನ ಹಾಗೂ ವಸ್ತ್ರ ವಿತರಿಸಲಾಯಿತು. ಸಂಘದ ಸದಸ್ಯರು ಭಾಗವಹಿಸಿದ್ದರು.: [820, 1197, 931, 1247]
text-item-p: ಪಟ್ಟಣದ ಕುರುಬರ ಬಸ್ ನಿಲ್ದಾಣದಲ್ಲಿ ನೂತನ ಬಸ್ ಸಂಚಾರಕ್ಕೆ ಚಾಲನೆ ನೀಡಿ ಮಾತನಾಡಿದ ಅವರು, ಗ್ರಾಮೀಣ ಪ್ರದೇಶದ ಹಲವು ಮಾರ್ಗಗಳಿಗೆ ಬಸ್ ಸೌಲಭ್ಯ ಒದಗಿಸುವಂತೆ ಮನವಿ ಬಂದಿದ್ದವು. ಇದರ ಹಿನ್ನೆಲೆಯಲ್ಲಿ ಹೊಸ ಮಾರ್ಗಗಳಿಗೆ ಅನುಮತಿ ನೀಡಲಾಗಿದೆ ಎಂದರು.: [268, 1335, 464, 1398]
photo-figure: [775, 1040, 800, 1127]
text-item-cast: ವಿಶಾಲ್, ಋತು ವರ್ಮ, ಸೂರ್ಯ, ಅಭಿನಯ: [159, 661, 233, 684]
text-item-p: ರೈಲ್ವೆ ಇಲಾಖೆ ನಡೆಸುವ ಲೋಕೋ ಪೈಲೆಟ್ ಹುದ್ದೆಗಳ ನೇಮಕಾತಿ ಪರೀಕ್ಷೆಯನ್ನು ಕನ್ನಡದಲ್ಲೂ ಬರೆಯಲು ಅವಕಾಶ ನೀಡಬೇಕು ಎಂದು ಕನ್ನಡಪರ ಸಂಘಟನೆಗಳು ಒತ್ತಾಯಿಸಿವೆ.: [258, 602, 365, 678]
text-item-p: ಚಿಕ್ಕಬಳ್ಳಾಪುರ ಆ ೩– ಮಗು ಜನಿಸಿದ ಅರ್ಧ ಘಂಟೆಯಿಂದ ಒಂದು ಘಂಟೆಯೊಳಗಾಗಿ ಮಗುವಿಗೆ ಕಡ್ಡಾಯವಾಗಿ ತಾಯಿ ಎದೆಹಾಲನ್ನು ನೀಡಬೇಕು. ಇದು ಮಗು ಭೂಮಿಗೆ ಬಂದ ತಕ್ಷಣ ಸಿಗುವ ಮೊದಲ ಲಸಿಕೆ ಎಂದು ಜಿಲ್ಲಾ ಆರೋಗ್ಯಾಧಿಕಾರಿ ತಿಳಿಸಿದರು.: [486, 529, 574, 657]
text-item-title: ದಮಯಂತಿ: [173, 869, 218, 884]
text-item-title: ಸಿಬಿಐ ಶಂಕರ್: [169, 756, 223, 771]
